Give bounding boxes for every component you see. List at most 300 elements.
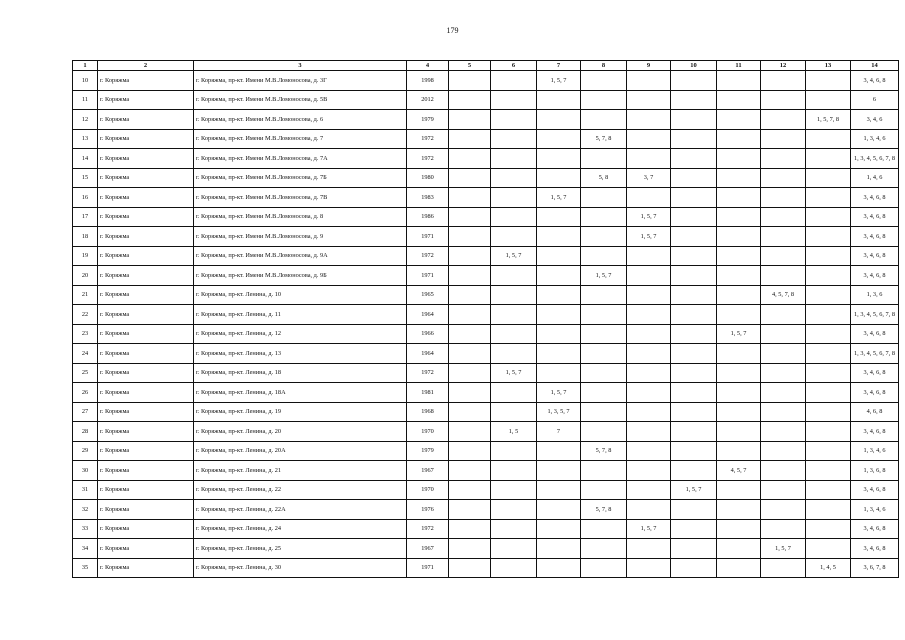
address-cell: г. Коряжма, пр-кт. Имени М.В.Ломоносова, д. 3Г [194,71,407,91]
year-cell: 1976 [407,500,449,520]
locality-cell: г. Коряжма [98,227,194,247]
col8-cell: 5, 7, 8 [581,441,627,461]
col9-cell [627,305,671,325]
address-cell: г. Коряжма, пр-кт. Ленина, д. 20 [194,422,407,442]
page-number: 179 [446,26,459,35]
locality-cell: г. Коряжма [98,188,194,208]
col9-cell: 3, 7 [627,168,671,188]
col8-cell [581,480,627,500]
col13-cell [806,246,851,266]
address-cell: г. Коряжма, пр-кт. Ленина, д. 22А [194,500,407,520]
col13-cell [806,480,851,500]
year-cell: 1979 [407,441,449,461]
row-number: 35 [73,558,98,578]
table-row [73,207,899,227]
col5-cell [449,363,491,383]
col14-cell: 3, 4, 6 [851,110,899,130]
column-header: 9 [627,61,671,71]
col12-cell [761,363,806,383]
row-number: 13 [73,129,98,149]
col14-cell: 1, 3, 4, 6 [851,129,899,149]
col7-cell [537,500,581,520]
locality-cell: г. Коряжма [98,305,194,325]
col7-cell: 1, 5, 7 [537,383,581,403]
col9-cell [627,500,671,520]
col13-cell [806,344,851,364]
col5-cell [449,207,491,227]
locality-cell: г. Коряжма [98,129,194,149]
table-row [73,402,899,422]
col12-cell: 4, 5, 7, 8 [761,285,806,305]
col10-cell [671,539,717,559]
col13-cell [806,266,851,286]
table-row [73,305,899,325]
row-number: 11 [73,90,98,110]
col8-cell [581,305,627,325]
col12-cell: 1, 5, 7 [761,539,806,559]
locality-cell: г. Коряжма [98,168,194,188]
col8-cell [581,461,627,481]
col6-cell [491,266,537,286]
year-cell: 1980 [407,168,449,188]
row-number: 21 [73,285,98,305]
col11-cell [717,422,761,442]
col9-cell [627,441,671,461]
col14-cell: 3, 4, 6, 8 [851,246,899,266]
address-cell: г. Коряжма, пр-кт. Ленина, д. 13 [194,344,407,364]
col7-cell [537,207,581,227]
col11-cell [717,129,761,149]
col11-cell [717,539,761,559]
col7-cell [537,168,581,188]
col6-cell [491,188,537,208]
col9-cell [627,246,671,266]
col14-cell: 3, 4, 6, 8 [851,422,899,442]
year-cell: 1983 [407,188,449,208]
col13-cell: 1, 5, 7, 8 [806,110,851,130]
col6-cell [491,129,537,149]
row-number: 33 [73,519,98,539]
col6-cell [491,207,537,227]
col12-cell [761,500,806,520]
col5-cell [449,285,491,305]
year-cell: 1972 [407,246,449,266]
address-cell: г. Коряжма, пр-кт. Имени М.В.Ломоносова, д. 7 [194,129,407,149]
col8-cell [581,149,627,169]
col8-cell [581,519,627,539]
col5-cell [449,539,491,559]
col5-cell [449,480,491,500]
col6-cell: 1, 5, 7 [491,363,537,383]
col6-cell [491,500,537,520]
address-cell: г. Коряжма, пр-кт. Ленина, д. 22 [194,480,407,500]
col11-cell [717,383,761,403]
table-row [73,383,899,403]
col13-cell [806,305,851,325]
col10-cell [671,246,717,266]
col9-cell [627,266,671,286]
col12-cell [761,324,806,344]
col13-cell [806,129,851,149]
col5-cell [449,461,491,481]
col7-cell: 1, 3, 5, 7 [537,402,581,422]
column-header: 12 [761,61,806,71]
col12-cell [761,90,806,110]
year-cell: 1971 [407,227,449,247]
col7-cell: 1, 5, 7 [537,71,581,91]
col5-cell [449,305,491,325]
col7-cell [537,441,581,461]
col9-cell: 1, 5, 7 [627,519,671,539]
col6-cell [491,539,537,559]
col9-cell [627,110,671,130]
col6-cell [491,110,537,130]
col11-cell: 1, 5, 7 [717,324,761,344]
table-row [73,266,899,286]
col14-cell: 3, 4, 6, 8 [851,227,899,247]
col11-cell [717,500,761,520]
col11-cell [717,266,761,286]
table-row [73,422,899,442]
col6-cell [491,305,537,325]
row-number: 14 [73,149,98,169]
col5-cell [449,383,491,403]
row-number: 23 [73,324,98,344]
col10-cell [671,188,717,208]
address-cell: г. Коряжма, пр-кт. Ленина, д. 25 [194,539,407,559]
row-number: 30 [73,461,98,481]
row-number: 10 [73,71,98,91]
col8-cell [581,383,627,403]
col7-cell [537,461,581,481]
address-cell: г. Коряжма, пр-кт. Ленина, д. 12 [194,324,407,344]
table-row [73,461,899,481]
col13-cell [806,168,851,188]
col6-cell: 1, 5, 7 [491,246,537,266]
col12-cell [761,305,806,325]
col9-cell [627,558,671,578]
col12-cell [761,558,806,578]
col10-cell [671,324,717,344]
col11-cell [717,558,761,578]
col9-cell [627,90,671,110]
col6-cell [491,149,537,169]
locality-cell: г. Коряжма [98,422,194,442]
col6-cell [491,227,537,247]
col7-cell: 7 [537,422,581,442]
col6-cell [491,344,537,364]
address-cell: г. Коряжма, пр-кт. Имени М.В.Ломоносова, д. 9Б [194,266,407,286]
locality-cell: г. Коряжма [98,519,194,539]
col9-cell [627,285,671,305]
locality-cell: г. Коряжма [98,110,194,130]
col13-cell [806,519,851,539]
col12-cell [761,461,806,481]
locality-cell: г. Коряжма [98,500,194,520]
col12-cell [761,266,806,286]
col8-cell [581,207,627,227]
col9-cell [627,344,671,364]
col9-cell [627,188,671,208]
col7-cell [537,266,581,286]
col5-cell [449,90,491,110]
locality-cell: г. Коряжма [98,246,194,266]
address-cell: г. Коряжма, пр-кт. Имени М.В.Ломоносова, д. 7А [194,149,407,169]
year-cell: 1972 [407,519,449,539]
col11-cell [717,149,761,169]
year-cell: 1967 [407,539,449,559]
locality-cell: г. Коряжма [98,363,194,383]
col13-cell [806,441,851,461]
col7-cell [537,90,581,110]
year-cell: 1965 [407,285,449,305]
col14-cell: 3, 4, 6, 8 [851,480,899,500]
row-number: 26 [73,383,98,403]
col13-cell [806,71,851,91]
address-cell: г. Коряжма, пр-кт. Ленина, д. 18 [194,363,407,383]
column-header: 10 [671,61,717,71]
table-row [73,480,899,500]
col6-cell [491,461,537,481]
year-cell: 1964 [407,305,449,325]
col11-cell [717,344,761,364]
col14-cell: 3, 6, 7, 8 [851,558,899,578]
year-cell: 1967 [407,461,449,481]
col10-cell [671,558,717,578]
col5-cell [449,246,491,266]
col14-cell: 1, 4, 6 [851,168,899,188]
column-header: 13 [806,61,851,71]
col9-cell [627,461,671,481]
table-row [73,539,899,559]
col11-cell [717,168,761,188]
row-number: 17 [73,207,98,227]
address-cell: г. Коряжма, пр-кт. Имени М.В.Ломоносова, д. 9 [194,227,407,247]
year-cell: 1986 [407,207,449,227]
year-cell: 1998 [407,71,449,91]
col6-cell [491,383,537,403]
col14-cell: 1, 3, 4, 6 [851,500,899,520]
year-cell: 1971 [407,558,449,578]
col9-cell [627,539,671,559]
col10-cell [671,129,717,149]
col5-cell [449,558,491,578]
address-cell: г. Коряжма, пр-кт. Ленина, д. 19 [194,402,407,422]
col12-cell [761,480,806,500]
col7-cell [537,149,581,169]
address-cell: г. Коряжма, пр-кт. Ленина, д. 20А [194,441,407,461]
col10-cell [671,110,717,130]
col11-cell [717,90,761,110]
col11-cell [717,441,761,461]
table-row [73,90,899,110]
col11-cell [717,519,761,539]
col11-cell [717,71,761,91]
col7-cell [537,227,581,247]
row-number: 16 [73,188,98,208]
col8-cell: 5, 7, 8 [581,129,627,149]
col12-cell [761,188,806,208]
col9-cell [627,149,671,169]
col13-cell [806,207,851,227]
address-cell: г. Коряжма, пр-кт. Имени М.В.Ломоносова, д. 5В [194,90,407,110]
col5-cell [449,71,491,91]
col12-cell [761,422,806,442]
col6-cell: 1, 5 [491,422,537,442]
locality-cell: г. Коряжма [98,383,194,403]
address-cell: г. Коряжма, пр-кт. Ленина, д. 10 [194,285,407,305]
table-row [73,129,899,149]
col10-cell [671,305,717,325]
col7-cell [537,480,581,500]
col12-cell [761,519,806,539]
col12-cell [761,246,806,266]
col13-cell [806,149,851,169]
address-cell: г. Коряжма, пр-кт. Имени М.В.Ломоносова, д. 9А [194,246,407,266]
col13-cell [806,363,851,383]
col7-cell [537,344,581,364]
col10-cell [671,500,717,520]
row-number: 27 [73,402,98,422]
col12-cell [761,402,806,422]
col10-cell [671,519,717,539]
col14-cell: 3, 4, 6, 8 [851,324,899,344]
col9-cell [627,402,671,422]
col14-cell: 1, 3, 4, 5, 6, 7, 8 [851,149,899,169]
locality-cell: г. Коряжма [98,558,194,578]
locality-cell: г. Коряжма [98,480,194,500]
col8-cell [581,188,627,208]
col7-cell [537,110,581,130]
register-table [72,60,899,578]
col9-cell [627,383,671,403]
col14-cell: 3, 4, 6, 8 [851,539,899,559]
col11-cell [717,207,761,227]
year-cell: 1970 [407,480,449,500]
col12-cell [761,129,806,149]
locality-cell: г. Коряжма [98,207,194,227]
col14-cell: 3, 4, 6, 8 [851,188,899,208]
col8-cell [581,285,627,305]
col10-cell [671,461,717,481]
col10-cell [671,363,717,383]
col7-cell [537,558,581,578]
col6-cell [491,558,537,578]
col10-cell [671,168,717,188]
col13-cell [806,500,851,520]
row-number: 18 [73,227,98,247]
col10-cell [671,207,717,227]
col13-cell [806,402,851,422]
row-number: 12 [73,110,98,130]
col9-cell [627,129,671,149]
address-cell: г. Коряжма, пр-кт. Имени М.В.Ломоносова, д. 7Б [194,168,407,188]
col7-cell [537,305,581,325]
col13-cell [806,324,851,344]
table-row [73,227,899,247]
col14-cell: 3, 4, 6, 8 [851,519,899,539]
col13-cell [806,90,851,110]
col13-cell [806,422,851,442]
year-cell: 1971 [407,266,449,286]
col6-cell [491,324,537,344]
column-header: 7 [537,61,581,71]
col10-cell [671,71,717,91]
col5-cell [449,402,491,422]
row-number: 19 [73,246,98,266]
year-cell: 1979 [407,110,449,130]
col5-cell [449,266,491,286]
col13-cell: 1, 4, 5 [806,558,851,578]
col8-cell [581,422,627,442]
locality-cell: г. Коряжма [98,324,194,344]
col9-cell [627,324,671,344]
col5-cell [449,227,491,247]
col9-cell [627,480,671,500]
address-cell: г. Коряжма, пр-кт. Имени М.В.Ломоносова, д. 6 [194,110,407,130]
column-header: 6 [491,61,537,71]
address-cell: г. Коряжма, пр-кт. Имени М.В.Ломоносова, д. 7В [194,188,407,208]
col6-cell [491,441,537,461]
table-row [73,71,899,91]
year-cell: 2012 [407,90,449,110]
col12-cell [761,207,806,227]
locality-cell: г. Коряжма [98,344,194,364]
locality-cell: г. Коряжма [98,285,194,305]
col6-cell [491,168,537,188]
column-header: 2 [98,61,194,71]
col10-cell [671,227,717,247]
column-header: 4 [407,61,449,71]
table-row [73,519,899,539]
col8-cell [581,227,627,247]
column-header: 14 [851,61,899,71]
table-row [73,363,899,383]
col8-cell [581,363,627,383]
table-row [73,285,899,305]
col12-cell [761,110,806,130]
col7-cell [537,246,581,266]
locality-cell: г. Коряжма [98,441,194,461]
col12-cell [761,71,806,91]
row-number: 15 [73,168,98,188]
table-row [73,344,899,364]
col10-cell [671,383,717,403]
col14-cell: 1, 3, 4, 5, 6, 7, 8 [851,344,899,364]
col5-cell [449,188,491,208]
year-cell: 1972 [407,149,449,169]
col10-cell [671,90,717,110]
col5-cell [449,129,491,149]
row-number: 22 [73,305,98,325]
col12-cell [761,383,806,403]
address-cell: г. Коряжма, пр-кт. Ленина, д. 18А [194,383,407,403]
table-header-row [73,61,899,71]
col6-cell [491,519,537,539]
col5-cell [449,324,491,344]
table-row [73,110,899,130]
table-row [73,246,899,266]
col11-cell [717,227,761,247]
col9-cell: 1, 5, 7 [627,227,671,247]
col7-cell [537,363,581,383]
col10-cell [671,266,717,286]
col13-cell [806,461,851,481]
col10-cell: 1, 5, 7 [671,480,717,500]
row-number: 24 [73,344,98,364]
col14-cell: 3, 4, 6, 8 [851,266,899,286]
col14-cell: 1, 3, 6 [851,285,899,305]
